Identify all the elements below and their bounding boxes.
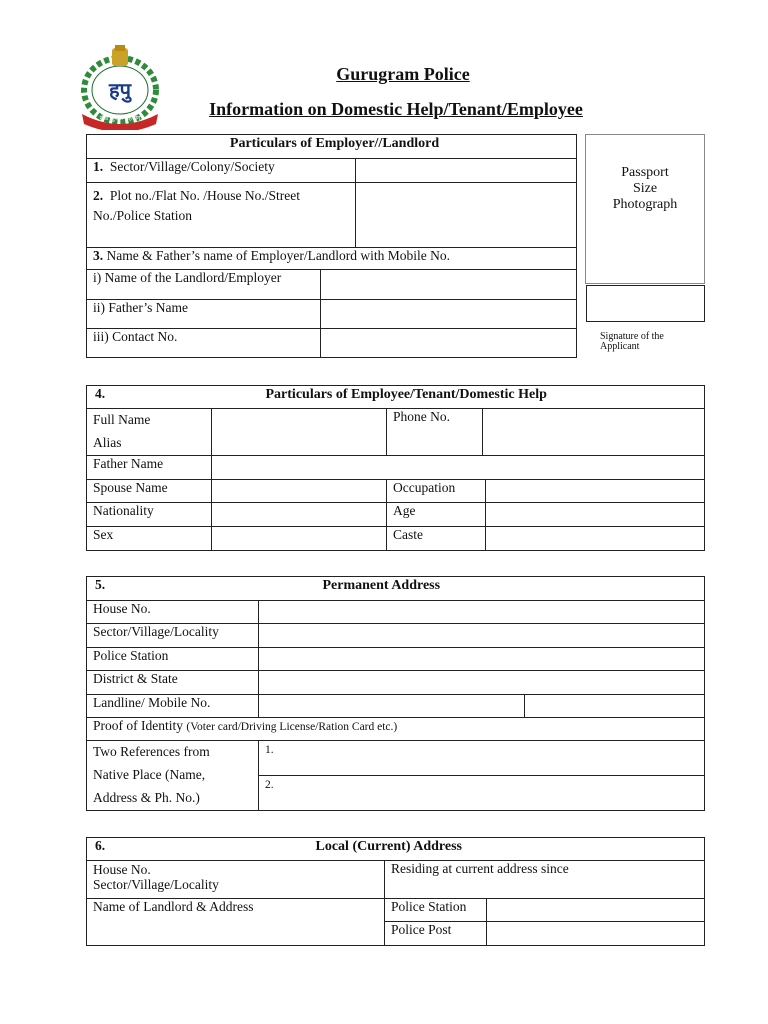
employer-sector-field[interactable] [356,159,577,183]
employer-table [86,134,577,358]
local-landlord-label: Name of Landlord & Address [87,899,385,946]
page-subtitle: Information on Domestic Help/Tenant/Employee [209,99,583,119]
employee-section-number: 4. [87,386,212,409]
full-name-field[interactable] [212,409,387,456]
perm-landline-label: Landline/ Mobile No. [87,695,259,718]
references-label: Two References from Native Place (Name, Address & Ph. No.) [87,741,259,811]
permanent-heading: Permanent Address [259,577,705,601]
spouse-name-label: Spouse Name [87,479,212,502]
local-police-station-label: Police Station [385,899,487,922]
signature-box[interactable] [586,285,705,322]
residing-since-label: Residing at current address since [385,861,705,899]
page-title: Gurugram Police [336,64,470,84]
perm-house-field[interactable] [259,601,705,624]
passport-photo-box[interactable] [585,134,705,284]
permanent-address-table [86,576,705,811]
nationality-label: Nationality [87,502,212,526]
sex-label: Sex [87,526,212,550]
signature-label: Signature of the Applicant [600,331,664,352]
local-police-station-field[interactable] [487,899,705,922]
perm-police-station-label: Police Station [87,648,259,671]
local-police-post-field[interactable] [487,922,705,946]
spouse-name-field[interactable] [212,479,387,502]
contact-field[interactable] [321,329,577,358]
occupation-label: Occupation [387,479,486,502]
father-name-field[interactable] [321,300,577,329]
perm-sector-field[interactable] [259,624,705,648]
caste-label: Caste [387,526,486,550]
nationality-field[interactable] [212,502,387,526]
age-label: Age [387,502,486,526]
employer-name-label: 3. Name & Father’s name of Employer/Landlord with Mobile No. [87,248,577,270]
caste-field[interactable] [486,526,705,550]
age-field[interactable] [486,502,705,526]
occupation-field[interactable] [486,479,705,502]
employee-table [86,385,705,551]
reference-2-field[interactable]: 2. [259,776,705,811]
proof-of-identity-label: Proof of Identity (Voter card/Driving License/Ration Card etc.) [87,718,705,741]
logo-motto: सेवा सुरक्षा सहयोग [99,115,141,122]
local-section-number: 6. [87,838,385,861]
local-house-label: House No. Sector/Village/Locality [87,861,385,899]
logo-text: हपु [109,78,131,102]
photo-label-3: Photograph [612,197,678,212]
father-name-label: ii) Father’s Name [87,300,321,329]
local-address-table [86,837,705,946]
landlord-name-label: i) Name of the Landlord/Employer [87,270,321,300]
full-name-label: Full Name Alias [87,409,212,456]
employee-heading: Particulars of Employee/Tenant/Domestic Help [212,386,705,409]
perm-landline-field[interactable] [259,695,525,718]
employer-plot-field[interactable] [356,183,577,248]
employer-heading: Particulars of Employer//Landlord [87,135,577,159]
employer-plot-label: 2. Plot no./Flat No. /House No./Street No./Police Station [87,183,356,248]
perm-house-label: House No. [87,601,259,624]
employer-sector-label: 1. Sector/Village/Colony/Society [87,159,356,183]
phone-field[interactable] [483,409,705,456]
perm-district-field[interactable] [259,671,705,695]
perm-police-station-field[interactable] [259,648,705,671]
phone-label: Phone No. [387,409,483,456]
father-name-field[interactable] [212,455,705,479]
local-heading: Local (Current) Address [310,838,630,861]
reference-1-field[interactable]: 1. [259,741,705,776]
permanent-section-number: 5. [87,577,259,601]
perm-mobile-field[interactable] [525,695,705,718]
photo-label-2: Size [632,181,658,196]
landlord-name-field[interactable] [321,270,577,300]
perm-district-label: District & State [87,671,259,695]
sex-field[interactable] [212,526,387,550]
photo-label-1: Passport [621,165,669,180]
father-name-label: Father Name [87,455,212,479]
perm-sector-label: Sector/Village/Locality [87,624,259,648]
contact-label: iii) Contact No. [87,329,321,358]
local-police-post-label: Police Post [385,922,487,946]
